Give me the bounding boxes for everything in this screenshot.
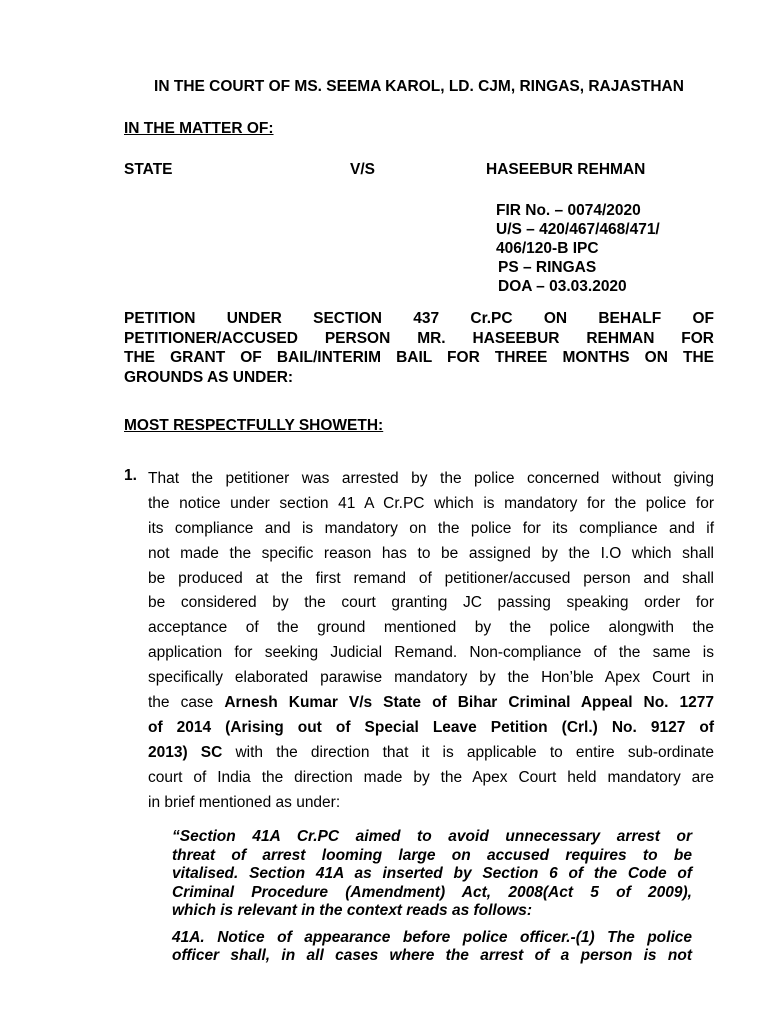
case-citation-end: 2013) SC (148, 743, 223, 761)
petition-heading (124, 309, 714, 387)
petition-line: PETITION UNDER SECTION 437 Cr.PC ON BEHALF OF (124, 310, 714, 327)
body-line: court of India the direction made by the Apex Court held mandatory are (148, 768, 714, 786)
party-state: STATE (124, 161, 173, 178)
body-text: the case (148, 694, 225, 712)
quote-line: vitalised. Section 41A as inserted by Section 6 of the Code of (172, 865, 692, 882)
body-line: be considered by the court granting JC passing speaking order for (148, 594, 714, 612)
quote-line: 41A. Notice of appearance before police officer.-(1) The police (172, 928, 692, 946)
quote-line: “Section 41A Cr.PC aimed to avoid unnecessary arrest or (172, 828, 692, 845)
quote-line: Criminal Procedure (Amendment) Act, 2008(Act 5 of 2009), (172, 883, 692, 901)
body-line: acceptance of the ground mentioned by the police alongwith the (148, 619, 714, 637)
body-line: be produced at the first remand of petitioner/accused person and shall (148, 569, 714, 587)
point-number: 1. (124, 467, 137, 484)
petition-line: PETITIONER/ACCUSED PERSON MR. HASEEBUR REHMAN FOR (124, 329, 714, 347)
quoted-section-41a (172, 929, 692, 966)
fir-number: FIR No. – 0074/2020 (496, 202, 641, 219)
under-section-cont: 406/120-B IPC (496, 240, 599, 257)
body-line: the notice under section 41 A Cr.PC which is mandatory for the police for (148, 494, 714, 512)
under-section: U/S – 420/467/468/471/ (496, 221, 660, 238)
case-citation: Arnesh Kumar V/s State of Bihar Criminal Appeal No. 1277 (224, 694, 714, 712)
court-title: IN THE COURT OF MS. SEEMA KAROL, LD. CJM, RINGAS, RAJASTHAN (154, 78, 684, 95)
body-line: its compliance and is mandatory on the police for its compliance and if (148, 519, 714, 537)
body-line: application for seeking Judicial Remand. Non-compliance of the same is (148, 644, 714, 662)
showeth-heading: MOST RESPECTFULLY SHOWETH: (124, 417, 384, 434)
point-one-body (148, 467, 714, 815)
body-line (148, 741, 714, 766)
date-of-arrest: DOA – 03.03.2020 (498, 278, 627, 295)
quoted-provision (172, 828, 692, 966)
body-line: That the petitioner was arrested by the police concerned without giving (148, 470, 714, 487)
quote-line: threat of arrest looming large on accused requires to be (172, 846, 692, 864)
petition-line: THE GRANT OF BAIL/INTERIM BAIL FOR THREE MONTHS ON THE (124, 349, 714, 366)
body-line: specifically elaborated parawise mandatory by the Hon’ble Apex Court in (148, 669, 714, 687)
quote-line: officer shall, in all cases where the arrest of a person is not (172, 947, 692, 964)
case-citation-cont: of 2014 (Arising out of Special Leave Petition (Crl.) No. 9127 of (148, 718, 714, 736)
body-text: with the direction that it is applicable to entire sub-ordinate (222, 743, 714, 761)
petition-line: GROUNDS AS UNDER: (124, 368, 294, 386)
police-station: PS – RINGAS (498, 259, 597, 276)
party-versus: V/S (350, 161, 375, 178)
body-line: in brief mentioned as under: (148, 793, 341, 811)
in-the-matter-heading: IN THE MATTER OF: (124, 120, 274, 137)
body-line: not made the specific reason has to be assigned by the I.O which shall (148, 544, 714, 562)
party-accused: HASEEBUR REHMAN (486, 161, 646, 178)
quote-line: which is relevant in the context reads as follows: (172, 902, 533, 919)
body-line (148, 691, 714, 716)
